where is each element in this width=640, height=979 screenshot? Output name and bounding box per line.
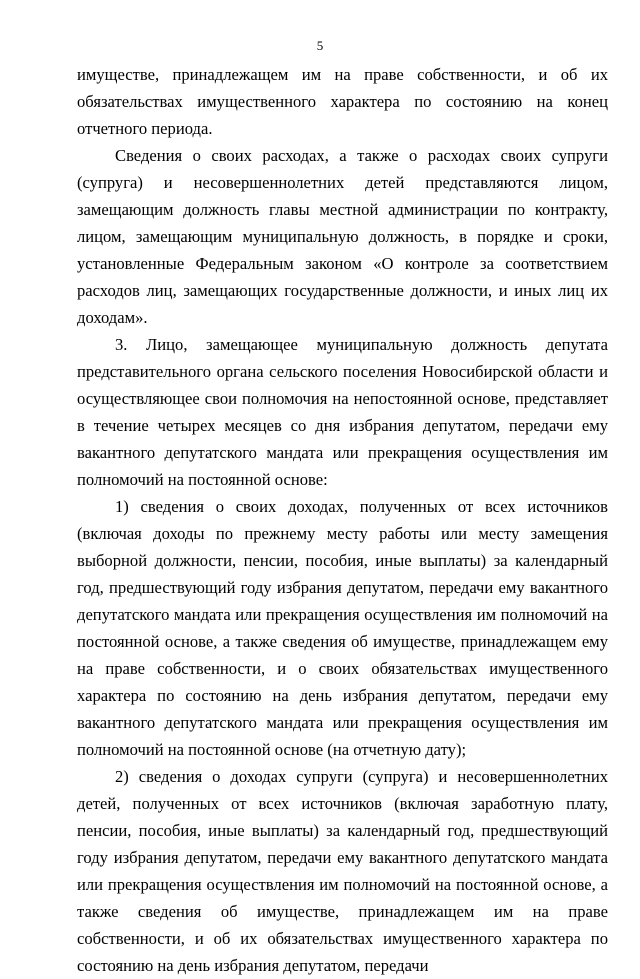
paragraph-expenses: Сведения о своих расходах, а также о расходах своих супруги (супруга) и несовершеннолетних детей представляются лицом, замещающим должность главы местной администрации по контракту, лицом, замещающим муниципальную должность, в порядке и сроки, установленные Федеральным законом «О контроле за соответствием расходов лиц, замещающих государственные должности, и иных лиц их доходам». [77,146,608,327]
paragraph-subitem-2: 2) сведения о доходах супруги (супруга) и несовершеннолетних детей, полученных от всех источников (включая заработную плату, пенсии, пособия, иные выплаты) за календарный год, предшествующий году избрания депутатом, передачи ему вакантного депутатского мандата или прекращения осуществления им полномочий на постоянной основе, а также сведения об имуществе, принадлежащем им на праве собственности, и об их обязательствах имущественного характера по состоянию на день избрания депутатом, передачи [77,767,608,975]
page-number: 5 [316,38,324,53]
paragraph-subitem-1: 1) сведения о своих доходах, полученных от всех источников (включая доходы по прежнему месту работы или месту замещения выборной должности, пенсии, пособия, иные выплаты) за календарный год, предшествующий году избрания депутатом, передачи ему вакантного депутатского мандата или прекращения осуществления им полномочий на постоянной основе, а также сведения об имуществе, принадлежащем ему на праве собственности, и о своих обязательствах имущественного характера по состоянию на день избрания депутатом, передачи ему вакантного депутатского мандата или прекращения осуществления им полномочий на постоянной основе (на отчетную дату); [77,497,608,759]
paragraph-item-3: 3. Лицо, замещающее муниципальную должность депутата представительного органа сельского поселения Новосибирской области и осуществляющее свои полномочия на непостоянной основе, представляет в течение четырех месяцев со дня избрания депутатом, передачи ему вакантного депутатского мандата или прекращения осуществления им полномочий на постоянной основе: [77,335,608,489]
paragraph-continuation: имуществе, принадлежащем им на праве собственности, и об их обязательствах имущественного характера по состоянию на конец отчетного периода. [77,65,608,138]
document-body [77,61,608,979]
